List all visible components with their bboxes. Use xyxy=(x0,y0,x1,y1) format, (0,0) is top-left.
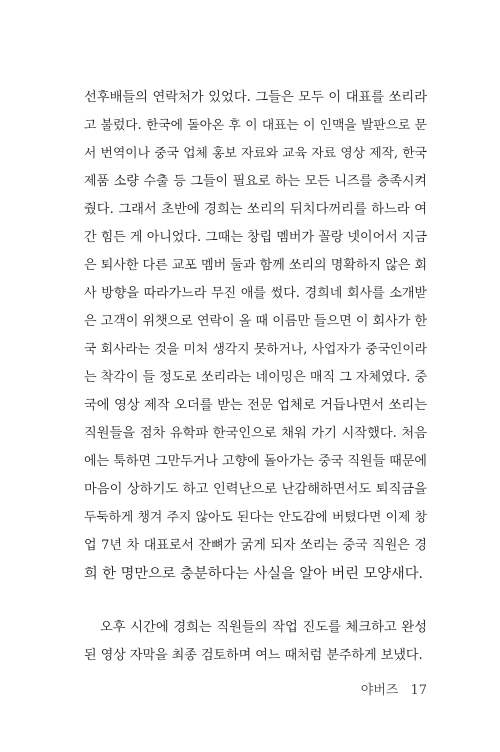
running-title: 야버즈 xyxy=(360,683,399,698)
text-line: 서 번역이나 중국 업체 홍보 자료와 교육 자료 영상 제작, 한국 xyxy=(84,146,427,161)
text-line: 은 고객이 위챗으로 연락이 올 때 이름만 들으면 이 회사가 한 xyxy=(84,314,427,329)
body-text xyxy=(84,84,427,670)
text-line: 은 퇴사한 다른 교포 멤버 둘과 함께 쏘리의 명확하지 않은 회 xyxy=(84,258,427,273)
text-line: 국에 영상 제작 오더를 받는 전문 업체로 거듭나면서 쏘리는 xyxy=(84,398,427,413)
paragraph-1 xyxy=(84,84,427,588)
text-line: 간 힘든 게 아니었다. 그때는 창립 멤버가 꼴랑 넷이어서 지금 xyxy=(84,230,427,245)
text-line: 된 영상 자막을 최종 검토하며 여느 때처럼 분주하게 보냈다. xyxy=(84,648,423,663)
text-line: 에는 툭하면 그만두거나 고향에 돌아가는 중국 직원들 때문에 xyxy=(84,454,427,469)
text-line: 국 회사라는 것을 미처 생각지 못하거나, 사업자가 중국인이라 xyxy=(84,342,427,357)
page-number: 17 xyxy=(410,683,427,698)
text-line: 오후 시간에 경희는 직원들의 작업 진도를 체크하고 완성 xyxy=(100,620,427,635)
text-line: 줬다. 그래서 초반에 경희는 쏘리의 뒤치다꺼리를 하느라 여 xyxy=(84,202,427,217)
text-line: 는 착각이 들 정도로 쏘리라는 네이밍은 매직 그 자체였다. 중 xyxy=(84,370,427,385)
text-line: 제품 소량 수출 등 그들이 필요로 하는 모든 니즈를 충족시켜 xyxy=(84,174,427,189)
text-line: 선후배들의 연락처가 있었다. 그들은 모두 이 대표를 쏘리라 xyxy=(84,90,427,105)
text-line: 희 한 명만으로 충분하다는 사실을 알아 버린 모양새다. xyxy=(84,566,424,582)
paragraph-2 xyxy=(84,614,427,670)
text-line: 마음이 상하기도 하고 인력난으로 난감해하면서도 퇴직금을 xyxy=(84,482,427,497)
text-line: 두둑하게 챙겨 주지 않아도 된다는 안도감에 버텼다면 이제 창 xyxy=(84,510,427,525)
text-line: 고 불렀다. 한국에 돌아온 후 이 대표는 이 인맥을 발판으로 문 xyxy=(84,118,427,133)
text-line: 사 방향을 따라가느라 무진 애를 썼다. 경희네 회사를 소개받 xyxy=(84,286,427,301)
text-line: 업 7년 차 대표로서 잔뼈가 굵게 되자 쏘리는 중국 직원은 경 xyxy=(84,538,427,553)
paragraph-gap xyxy=(84,588,427,614)
text-line: 직원들을 점차 유학파 한국인으로 채워 가기 시작했다. 처음 xyxy=(84,426,427,441)
page-footer xyxy=(361,679,427,698)
